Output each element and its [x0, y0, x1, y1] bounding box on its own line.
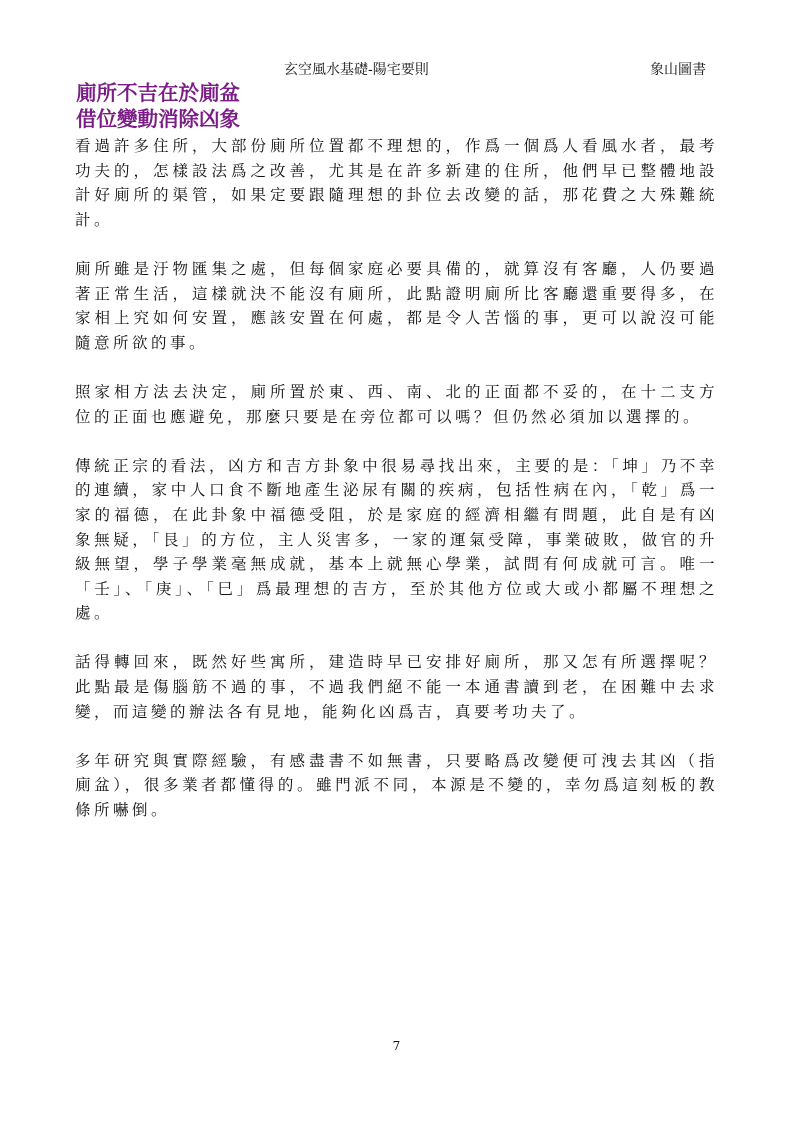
paragraph-5: 話得轉回來，既然好些寓所，建造時早已安排好廁所，那又怎有所選擇呢？此點最是傷腦筋不過的事，不過我們絕不能一本通書讀到老，在困難中去求變，而這變的辦法各有見地，能夠化凶爲吉，真要考功夫了。	[75, 653, 718, 721]
paragraph-4: 傳統正宗的看法，凶方和吉方卦象中很易尋找出來，主要的是：「坤」乃不幸的連續，家中人口食不斷地產生泌尿有關的疾病，包括性病在內，「乾」爲一家的福德，在此卦象中福德受阻，於是家庭的經濟相繼有問題，此自是有凶象無疑，「艮」的方位，主人災害多，一家的運氣受障，事業破敗，做官的升級無望，學子學業毫無成就，基本上就無心學業，試問有何成就可言。唯一「壬」、「庚」、「巳」爲最理想的吉方，至於其他方位或大或小都屬不理想之處。	[75, 456, 718, 623]
paragraph-6: 多年研究與實際經驗，有感盡書不如無書，只要略爲改變便可洩去其凶（指廁盆），很多業者都懂得的。雖門派不同，本源是不變的，幸勿爲這刻板的教條所嚇倒。	[75, 751, 718, 820]
page-header	[0, 60, 793, 80]
header-title: 玄空風水基礎-陽宅要則	[284, 62, 429, 78]
paragraph-3: 照家相方法去決定，廁所置於東、西、南、北的正面都不妥的，在十二支方位的正面也應避免，那麼只要是在旁位都可以嗎？但仍然必須加以選擇的。	[75, 382, 718, 426]
paragraph-1: 看過許多住所，大部份廁所位置都不理想的，作爲一個爲人看風水者，最考功夫的，怎樣設法爲之改善，尤其是在許多新建的住所，他們早已整體地設計好廁所的渠管，如果定要跟隨理想的卦位去改變的話，那花費之大殊難統計。	[75, 137, 718, 229]
heading-line-1: 廁所不吉在於廁盆	[76, 81, 240, 105]
paragraph-2: 廁所雖是汙物匯集之處，但每個家庭必要具備的，就算沒有客廳，人仍要過著正常生活，這樣就決不能沒有廁所，此點證明廁所比客廳還重要得多，在家相上究如何安置，應該安置在何處，都是令人苦惱的事，更可以說沒可能隨意所欲的事。	[75, 259, 718, 352]
header-publisher: 象山圖書	[650, 62, 706, 78]
article-body	[75, 134, 718, 847]
heading-line-2: 借位變動消除凶象	[76, 107, 240, 131]
page-number: 7	[392, 1039, 401, 1053]
article-heading	[76, 80, 716, 132]
